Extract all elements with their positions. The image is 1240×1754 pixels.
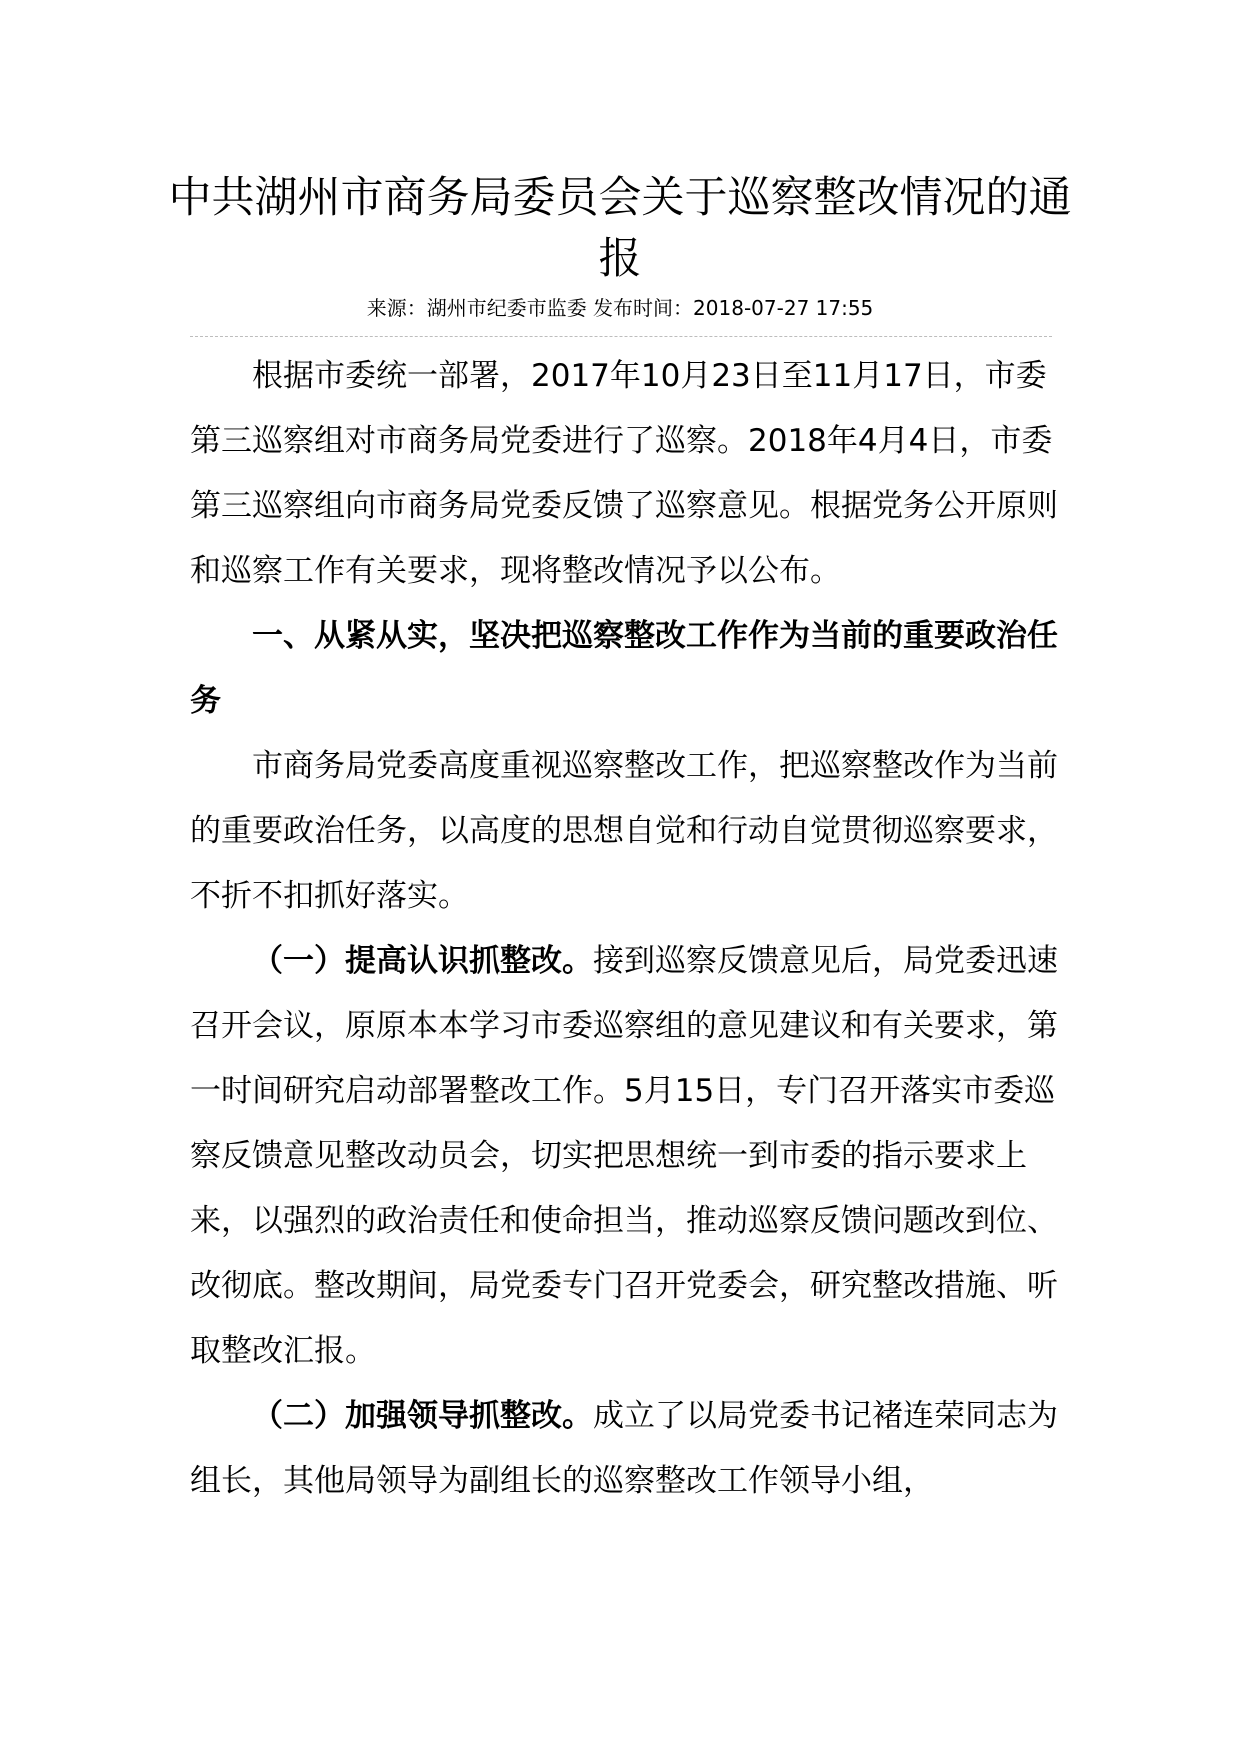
section-heading-1: 一、从紧从实，坚决把巡察整改工作作为当前的重要政治任务 [190, 618, 1058, 719]
subsection-text-1: 接到巡察反馈意见后，局党委迅速召开会议，原原本本学习市委巡察组的意见建议和有关要求，第一时间研究启动部署整改工作。5月15日，专门召开落实市委巡察反馈意见整改动员会，切实把思想统一到市委的指示要求上来，以强烈的政治责任和使命担当，推动巡察反馈问题改到位、改彻底。整改期间，局党委专门召开党委会，研究整改措施、听取整改汇报。 [190, 943, 1058, 1369]
subsection-lead-1: （一）提高认识抓整改。 [252, 943, 593, 979]
subsection-text-2: 成立了以局党委书记褚连荣同志为组长，其他局领导为副组长的巡察整改工作领导小组， [190, 1398, 1058, 1499]
source-and-date: 来源：湖州市纪委市监委 发布时间：2018-07-27 17:55 [366, 296, 874, 320]
subsection-lead-2: （二）加强领导抓整改。 [252, 1398, 593, 1434]
document-title: 中共湖州市商务局委员会关于巡察整改情况的通报 [168, 173, 1072, 284]
paragraph-intro: 根据市委统一部署，2017年10月23日至11月17日，市委第三巡察组对市商务局党委进行了巡察。2018年4月4日，市委第三巡察组向市商务局党委反馈了巡察意见。根据党务公开原则和巡察工作有关要求，现将整改情况予以公布。 [190, 358, 1058, 589]
document-body [190, 344, 1070, 1514]
paragraph-subsection-2 [190, 1384, 1070, 1514]
dashed-divider [190, 336, 1052, 337]
paragraph-section-1: 市商务局党委高度重视巡察整改工作，把巡察整改作为当前的重要政治任务，以高度的思想自觉和行动自觉贯彻巡察要求，不折不扣抓好落实。 [190, 748, 1058, 914]
paragraph-subsection-1 [190, 929, 1070, 1384]
